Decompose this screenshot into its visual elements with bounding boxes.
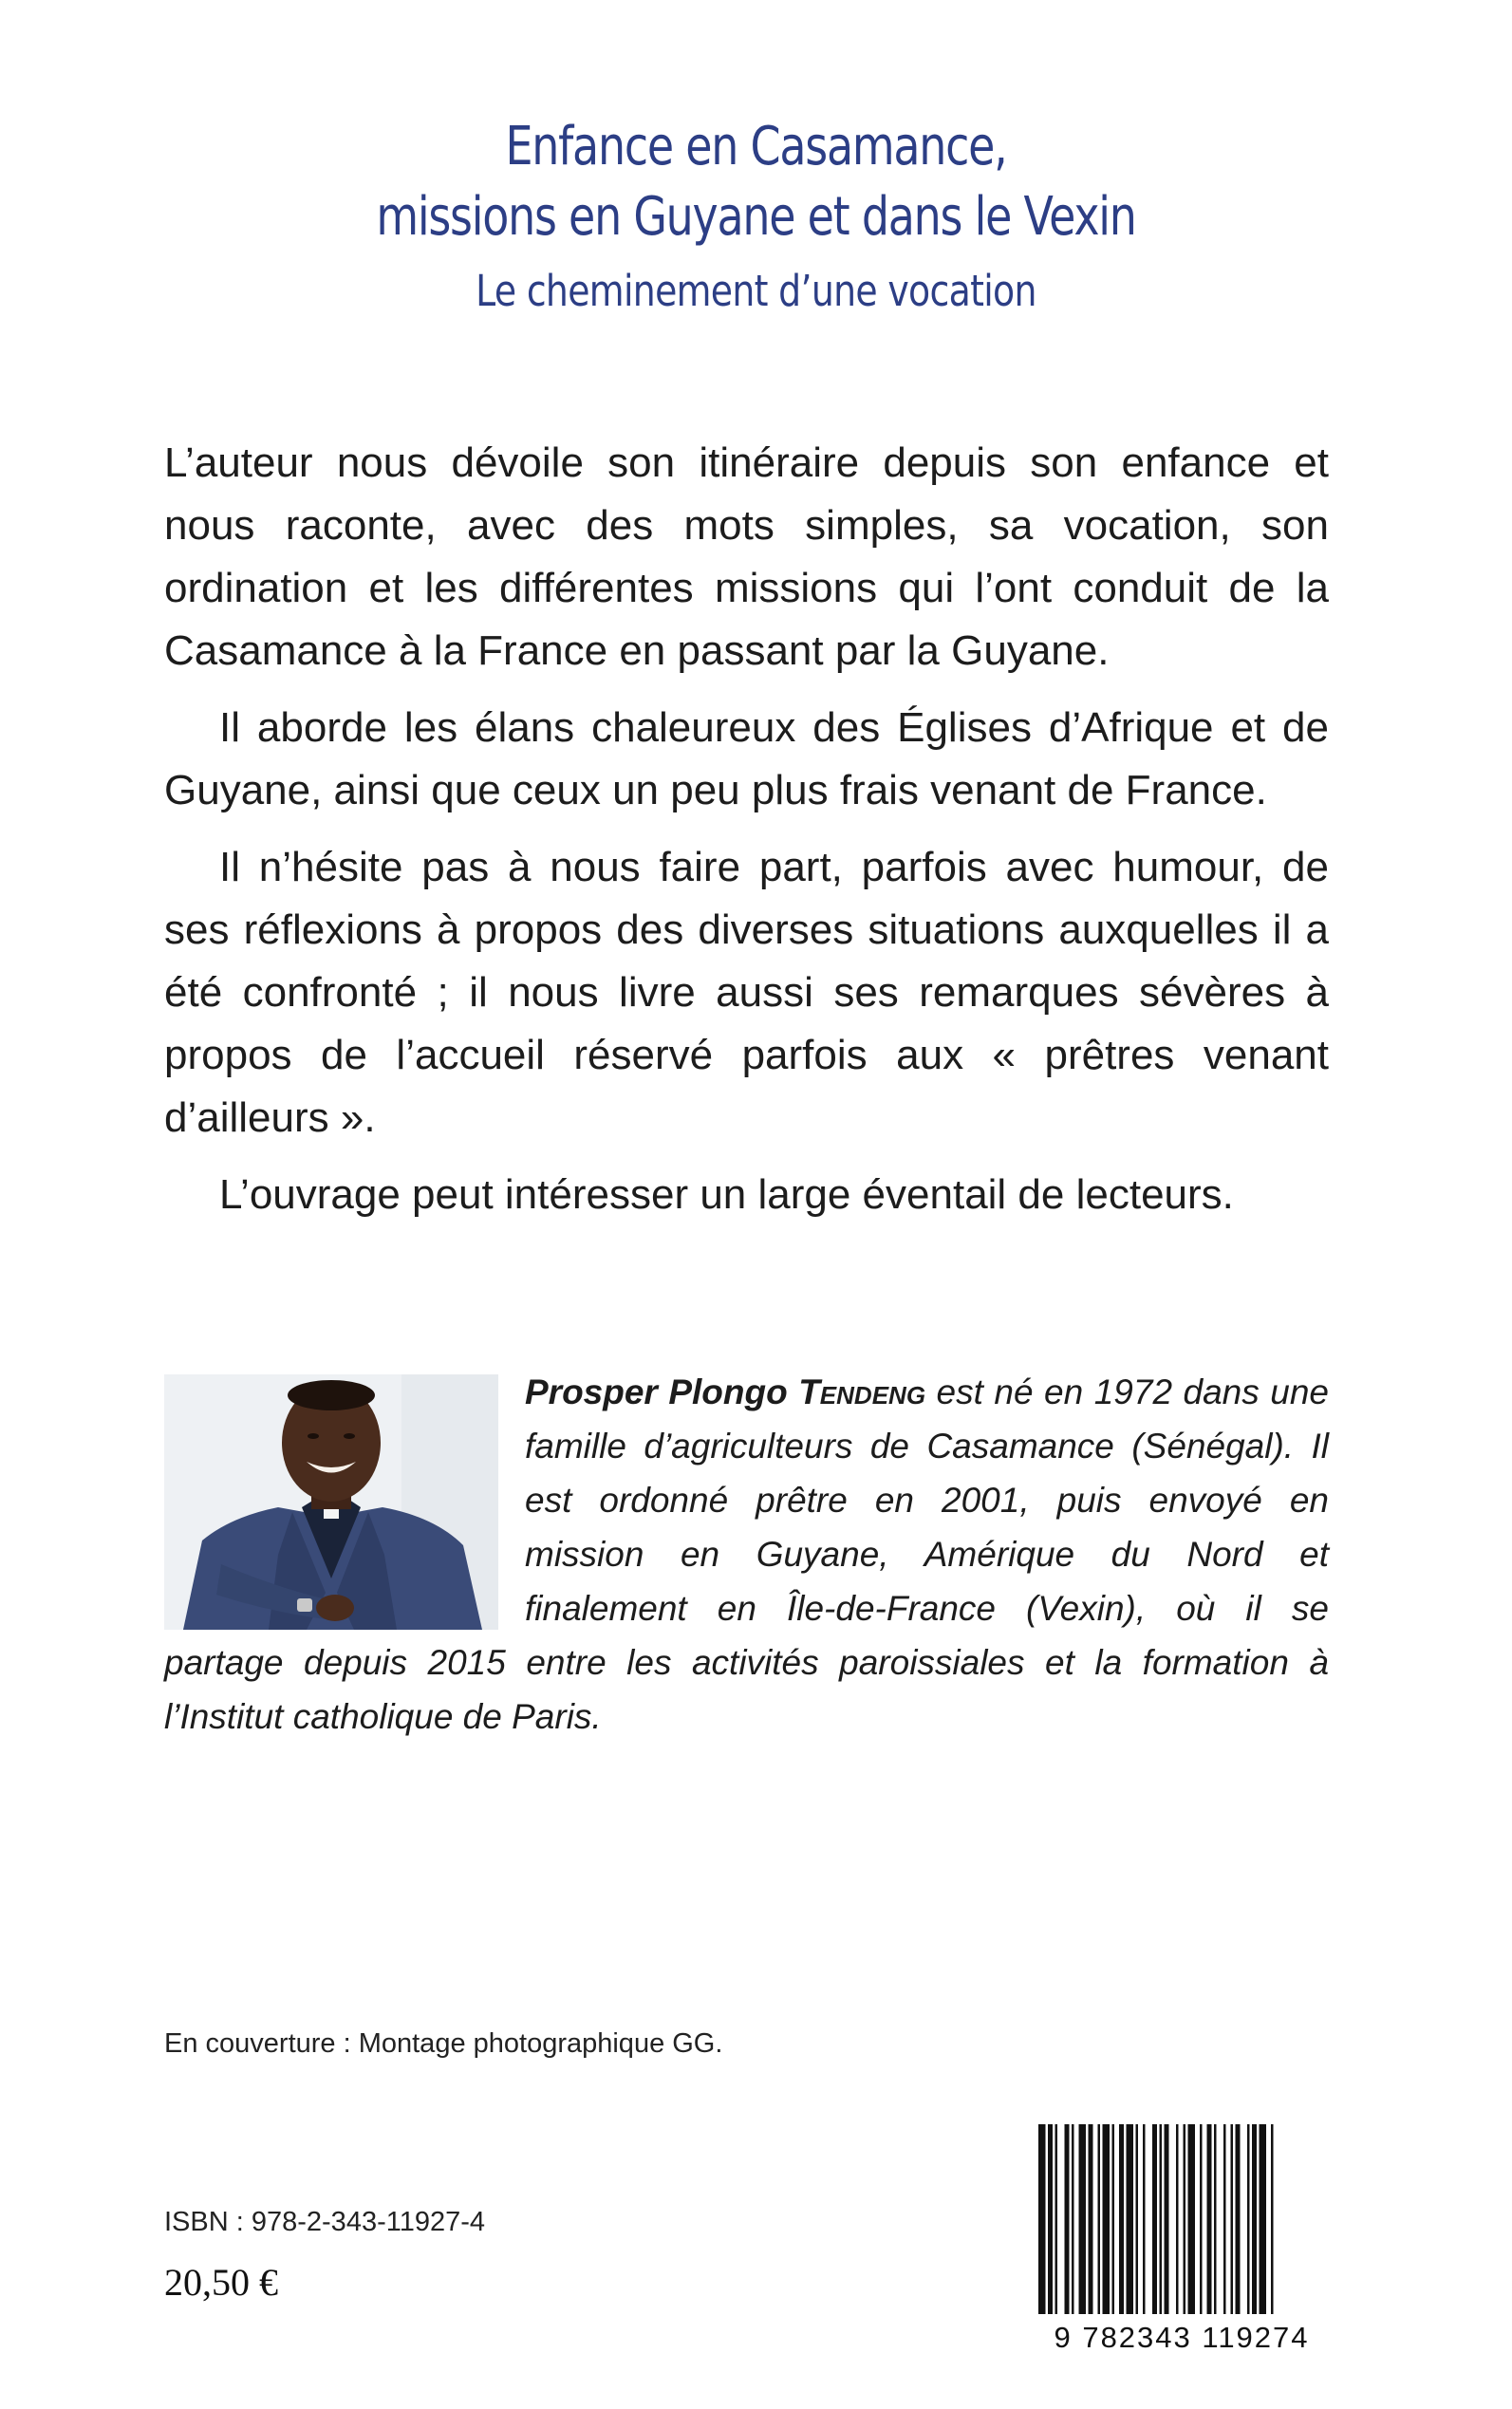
- synopsis-paragraph-2: Il aborde les élans chaleureux des Églises d’Afrique et de Guyane, ainsi que ceux un peu plus frais venant de France.: [164, 704, 1329, 813]
- synopsis-paragraph-1: L’auteur nous dévoile son itinéraire depuis son enfance et nous raconte, avec des mots simples, sa vocation, son ordination et les différentes missions qui l’ont conduit de la Casamance à la France en passant par la Guyane.: [164, 439, 1329, 674]
- cover-credit: En couverture : Montage photographique GG.: [164, 2028, 723, 2059]
- book-title-line-1: Enfance en Casamance,: [505, 116, 1007, 177]
- synopsis: [164, 432, 1329, 1241]
- price: 20,50 €: [164, 2261, 278, 2304]
- synopsis-paragraph-4: L’ouvrage peut intéresser un large éventail de lecteurs.: [219, 1171, 1234, 1218]
- author-portrait-icon: [164, 1374, 498, 1630]
- author-bio-text: est né en 1972 dans une famille d’agriculteurs de Casamance (Sénégal). Il est ordonné prêtre en 2001, puis envoyé en mission en Guyane, Amérique du Nord et finalement en Île-de-France (Vexin), où il se partage depuis 2015 entre les activités paroissiales et la formation à l’Institut catholique de Paris.: [164, 1373, 1329, 1736]
- barcode-icon: [1035, 2124, 1329, 2343]
- book-title-line-2: missions en Guyane et dans le Vexin: [376, 186, 1136, 248]
- title-block: [0, 112, 1512, 325]
- author-first-names: Prosper Plongo: [525, 1373, 799, 1411]
- synopsis-paragraph-3: Il n’hésite pas à nous faire part, parfois avec humour, de ses réflexions à propos des diverses situations auxquelles il a été confronté ; il nous livre aussi ses remarques sévères à propos de l’accueil réservé parfois aux « prêtres venant d’ailleurs ».: [164, 844, 1329, 1141]
- barcode-digits: 9 782343 119274: [1054, 2321, 1310, 2354]
- author-bio-block: [164, 1365, 1329, 1744]
- book-subtitle: Le cheminement d’une vocation: [476, 266, 1036, 316]
- author-surname: Tendeng: [798, 1373, 926, 1411]
- isbn: ISBN : 978-2-343-11927-4: [164, 2207, 486, 2237]
